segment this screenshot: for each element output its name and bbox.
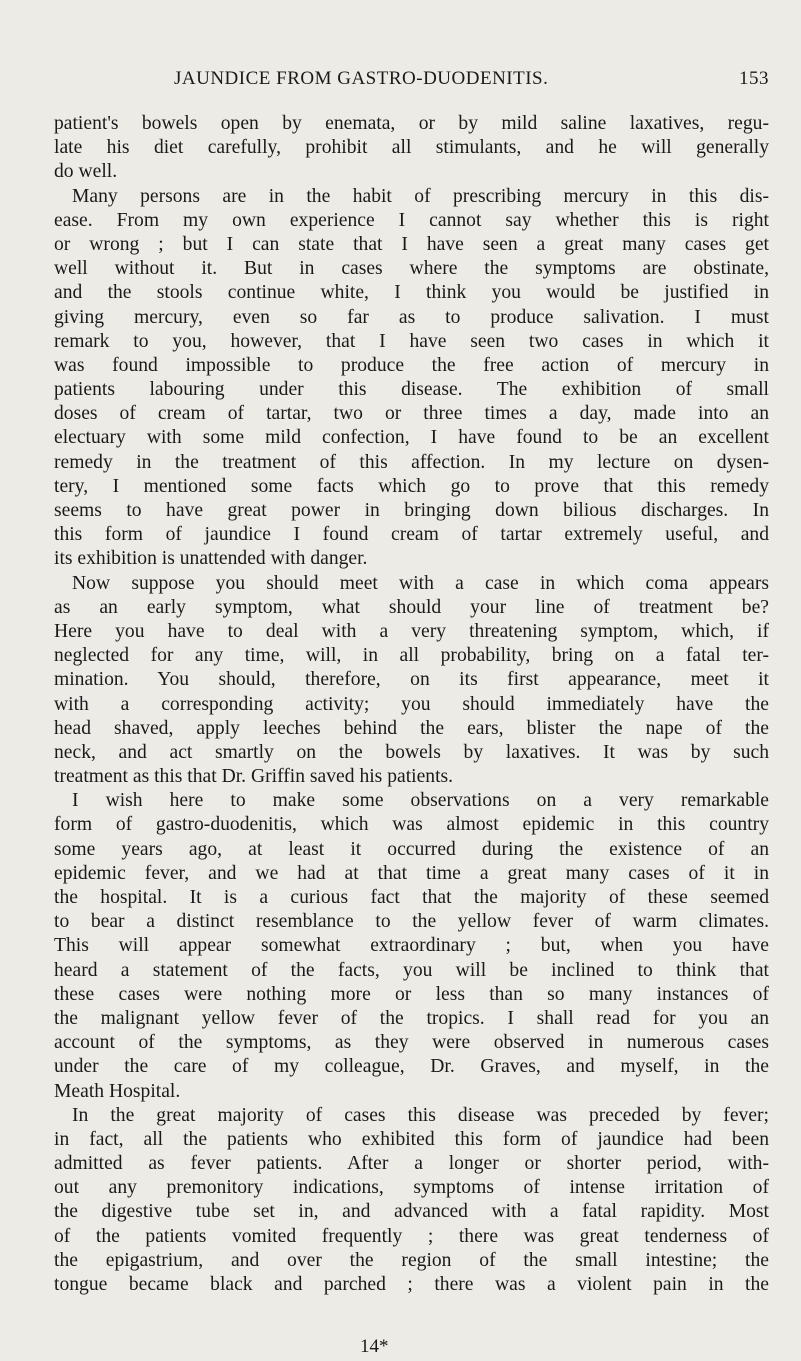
text-line: electuary with some mild confection, I have found to be an excellent <box>54 427 769 449</box>
text-line: head shaved, apply leeches behind the ears, blister the nape of the <box>54 717 769 739</box>
text-line: Many persons are in the habit of prescribing mercury in this dis- <box>72 185 769 207</box>
text-line: these cases were nothing more or less than so many instances of <box>54 983 769 1005</box>
text-line: giving mercury, even so far as to produce salivation. I must <box>54 306 769 328</box>
text-line: with a corresponding activity; you should immediately have the <box>54 693 769 715</box>
text-line: patients labouring under this disease. The exhibition of small <box>54 379 769 401</box>
text-line: the malignant yellow fever of the tropics. I shall read for you an <box>54 1007 769 1029</box>
text-line: under the care of my colleague, Dr. Graves, and myself, in the <box>54 1056 769 1078</box>
text-line: to bear a distinct resemblance to the yellow fever of warm climates. <box>54 911 769 933</box>
text-line: was found impossible to produce the free action of mercury in <box>54 354 769 376</box>
text-line: remark to you, however, that I have seen two cases in which it <box>54 330 769 352</box>
text-line: the digestive tube set in, and advanced with a fatal rapidity. Most <box>54 1201 769 1223</box>
text-line: treatment as this that Dr. Griffin saved his patients. <box>54 766 454 788</box>
text-line: tery, I mentioned some facts which go to prove that this remedy <box>54 475 769 497</box>
text-line: well without it. But in cases where the symptoms are obstinate, <box>54 258 769 280</box>
text-line: Now suppose you should meet with a case in which coma appears <box>72 572 769 594</box>
text-line: doses of cream of tartar, two or three times a day, made into an <box>54 403 769 425</box>
running-title: JAUNDICE FROM GASTRO-DUODENITIS. <box>174 68 549 89</box>
text-line: seems to have great power in bringing down bilious discharges. In <box>54 500 769 521</box>
running-head <box>54 64 769 94</box>
text-line: I wish here to make some observations on a very remarkable <box>72 790 769 812</box>
body-text <box>54 112 769 1297</box>
text-line: tongue became black and parched ; there was a violent pain in the <box>54 1274 769 1295</box>
text-line: some years ago, at least it occurred during the existence of an <box>54 838 769 860</box>
text-line: of the patients vomited frequently ; there was great tenderness of <box>54 1225 769 1247</box>
text-line: as an early symptom, what should your line of treatment be? <box>54 596 769 618</box>
text-line: account of the symptoms, as they were observed in numerous cases <box>54 1032 769 1054</box>
page-number: 153 <box>739 68 769 89</box>
text-line: the epigastrium, and over the region of the small intestine; the <box>54 1249 769 1271</box>
text-line: late his diet carefully, prohibit all stimulants, and he will generally <box>54 137 769 159</box>
text-line: Meath Hospital. <box>54 1080 181 1102</box>
text-line: In the great majority of cases this disease was preceded by fever; <box>72 1104 769 1126</box>
text-line: remedy in the treatment of this affection. In my lecture on dysen- <box>54 451 769 473</box>
text-line: patient's bowels open by enemata, or by mild saline laxatives, regu- <box>54 113 769 134</box>
text-line: mination. You should, therefore, on its first appearance, meet it <box>54 669 769 691</box>
text-line: its exhibition is unattended with danger. <box>54 548 368 570</box>
text-line: Here you have to deal with a very threatening symptom, which, if <box>54 620 769 642</box>
text-line: neglected for any time, will, in all probability, bring on a fatal ter- <box>54 645 769 667</box>
text-line: do well. <box>54 161 118 183</box>
text-line: epidemic fever, and we had at that time a great many cases of it in <box>54 862 769 884</box>
text-line: out any premonitory indications, symptoms of intense irritation of <box>54 1177 769 1199</box>
text-line: heard a statement of the facts, you will be inclined to think that <box>54 959 769 981</box>
signature-mark: 14* <box>360 1336 389 1357</box>
text-line: This will appear somewhat extraordinary ; but, when you have <box>54 935 769 957</box>
text-line: the hospital. It is a curious fact that the majority of these seemed <box>54 887 769 908</box>
text-line: and the stools continue white, I think you would be justified in <box>54 282 769 304</box>
text-line: admitted as fever patients. After a longer or shorter period, with- <box>54 1153 769 1175</box>
text-line: or wrong ; but I can state that I have seen a great many cases get <box>54 233 769 255</box>
text-line: neck, and act smartly on the bowels by laxatives. It was by such <box>54 741 769 763</box>
text-line: in fact, all the patients who exhibited this form of jaundice had been <box>54 1128 769 1150</box>
text-line: this form of jaundice I found cream of tartar extremely useful, and <box>54 524 769 546</box>
text-line: ease. From my own experience I cannot say whether this is right <box>54 209 769 231</box>
text-line: form of gastro-duodenitis, which was almost epidemic in this country <box>54 814 769 836</box>
